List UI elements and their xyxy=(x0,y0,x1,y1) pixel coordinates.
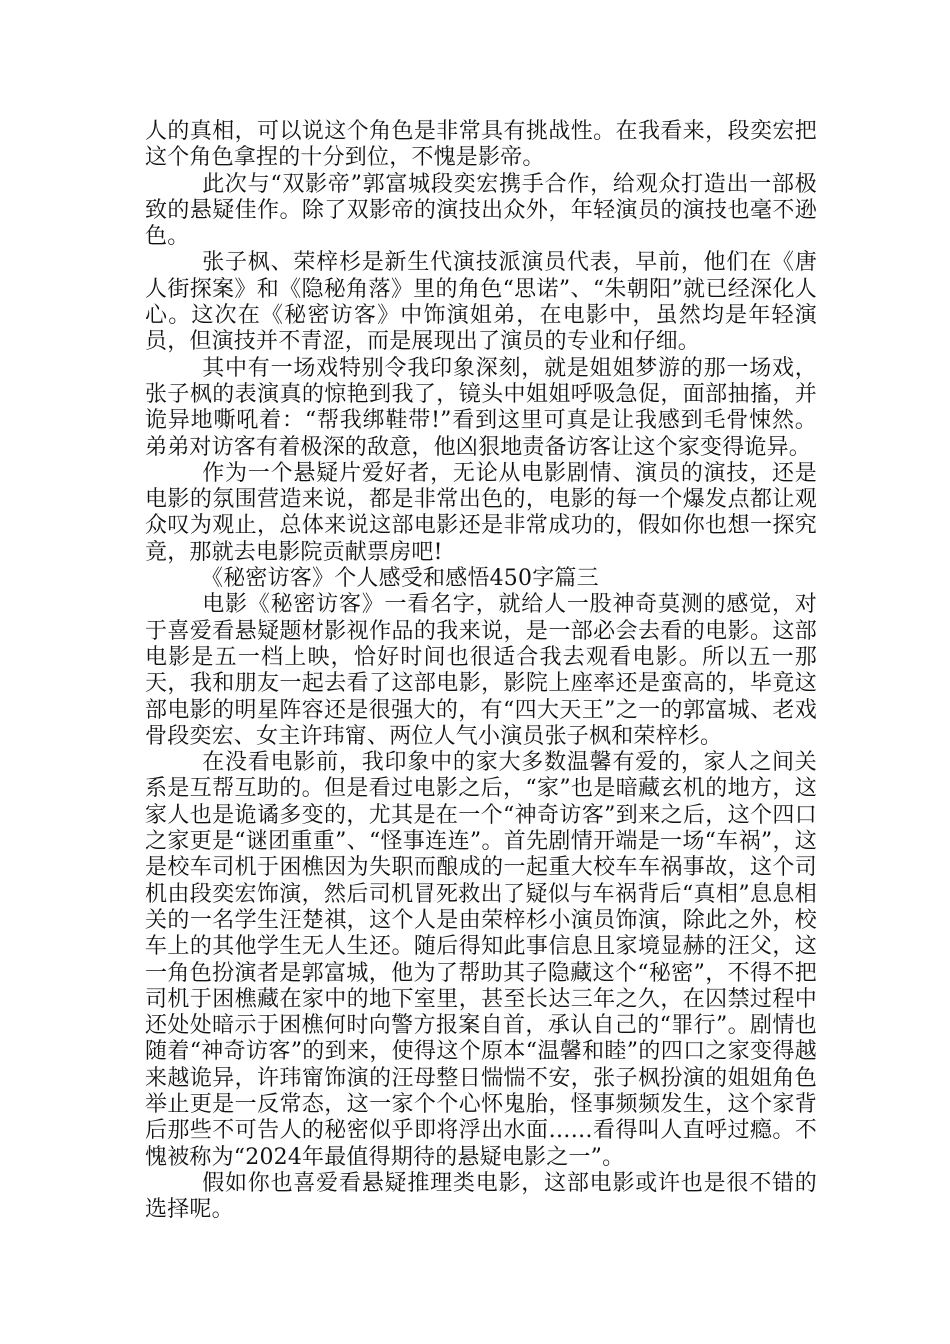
document-page xyxy=(145,119,817,1223)
paragraph: 假如你也喜爱看悬疑推理类电影，这部电影或许也是很不错的选择呢。 xyxy=(145,1170,817,1223)
paragraph: 此次与“双影帝”郭富城段奕宏携手合作，给观众打造出一部极致的悬疑佳作。除了双影帝的演技出众外，年轻演员的演技也毫不逊色。 xyxy=(145,171,817,250)
paragraph: 张子枫、荣梓杉是新生代演技派演员代表，早前，他们在《唐人街探案》和《隐秘角落》里的角色“思诺”、“朱朝阳”就已经深化人心。这次在《秘密访客》中饰演姐弟，在电影中，虽然均是年轻演员，但演技并不青涩，而是展现出了演员的专业和仔细。 xyxy=(145,250,817,355)
paragraph: 人的真相，可以说这个角色是非常具有挑战性。在我看来，段奕宏把这个角色拿捏的十分到位，不愧是影帝。 xyxy=(145,119,817,171)
paragraph: 电影《秘密访客》一看名字，就给人一股神奇莫测的感觉，对于喜爱看悬疑题材影视作品的我来说，是一部必会去看的电影。这部电影是五一档上映，恰好时间也很适合我去观看电影。所以五一那天，我和朋友一起去看了这部电影，影院上座率还是蛮高的，毕竟这部电影的明星阵容还是很强大的，有“四大天王”之一的郭富城、老戏骨段奕宏、女主许玮甯、两位人气小演员张子枫和荣梓杉。 xyxy=(145,592,817,749)
paragraph: 其中有一场戏特别令我印象深刻，就是姐姐梦游的那一场戏，张子枫的表演真的惊艳到我了，镜头中姐姐呼吸急促，面部抽搐，并诡异地嘶吼着：“帮我绑鞋带!”看到这里可真是让我感到毛骨悚然。弟弟对访客有着极深的敌意，他凶狠地责备访客让这个家变得诡异。 xyxy=(145,355,817,460)
section-heading: 《秘密访客》个人感受和感悟450字篇三 xyxy=(201,566,599,592)
paragraph: 作为一个悬疑片爱好者，无论从电影剧情、演员的演技，还是电影的氛围营造来说，都是非常出色的，电影的每一个爆发点都让观众叹为观止，总体来说这部电影还是非常成功的，假如你也想一探究竟，那就去电影院贡献票房吧! xyxy=(145,460,817,565)
paragraph: 在没看电影前，我印象中的家大多数温馨有爱的，家人之间关系是互帮互助的。但是看过电影之后，“家”也是暗藏玄机的地方，这家人也是诡谲多变的，尤其是在一个“神奇访客”到来之后，这个四口之家更是“谜团重重”、“怪事连连”。首先剧情开端是一场“车祸”，这是校车司机于困樵因为失职而酿成的一起重大校车车祸事故，这个司机由段奕宏饰演，然后司机冒死救出了疑似与车祸背后“真相”息息相关的一名学生汪楚祺，这个人是由荣梓杉小演员饰演，除此之外，校车上的其他学生无人生还。随后得知此事信息且家境显赫的汪父，这一角色扮演者是郭富城，他为了帮助其子隐藏这个“秘密”，不得不把司机于困樵藏在家中的地下室里，甚至长达三年之久，在囚禁过程中还处处暗示于困樵何时向警方报案自首，承认自己的“罪行”。剧情也随着“神奇访客”的到来，使得这个原本“温馨和睦”的四口之家变得越来越诡异，许玮甯饰演的汪母整日惴惴不安，张子枫扮演的姐姐角色举止更是一反常态，这一家个个心怀鬼胎，怪事频频发生，这个家背后那些不可告人的秘密似乎即将浮出水面……看得叫人直呼过瘾。不愧被称为“2024年最值得期待的悬疑电影之一”。 xyxy=(145,750,817,1170)
